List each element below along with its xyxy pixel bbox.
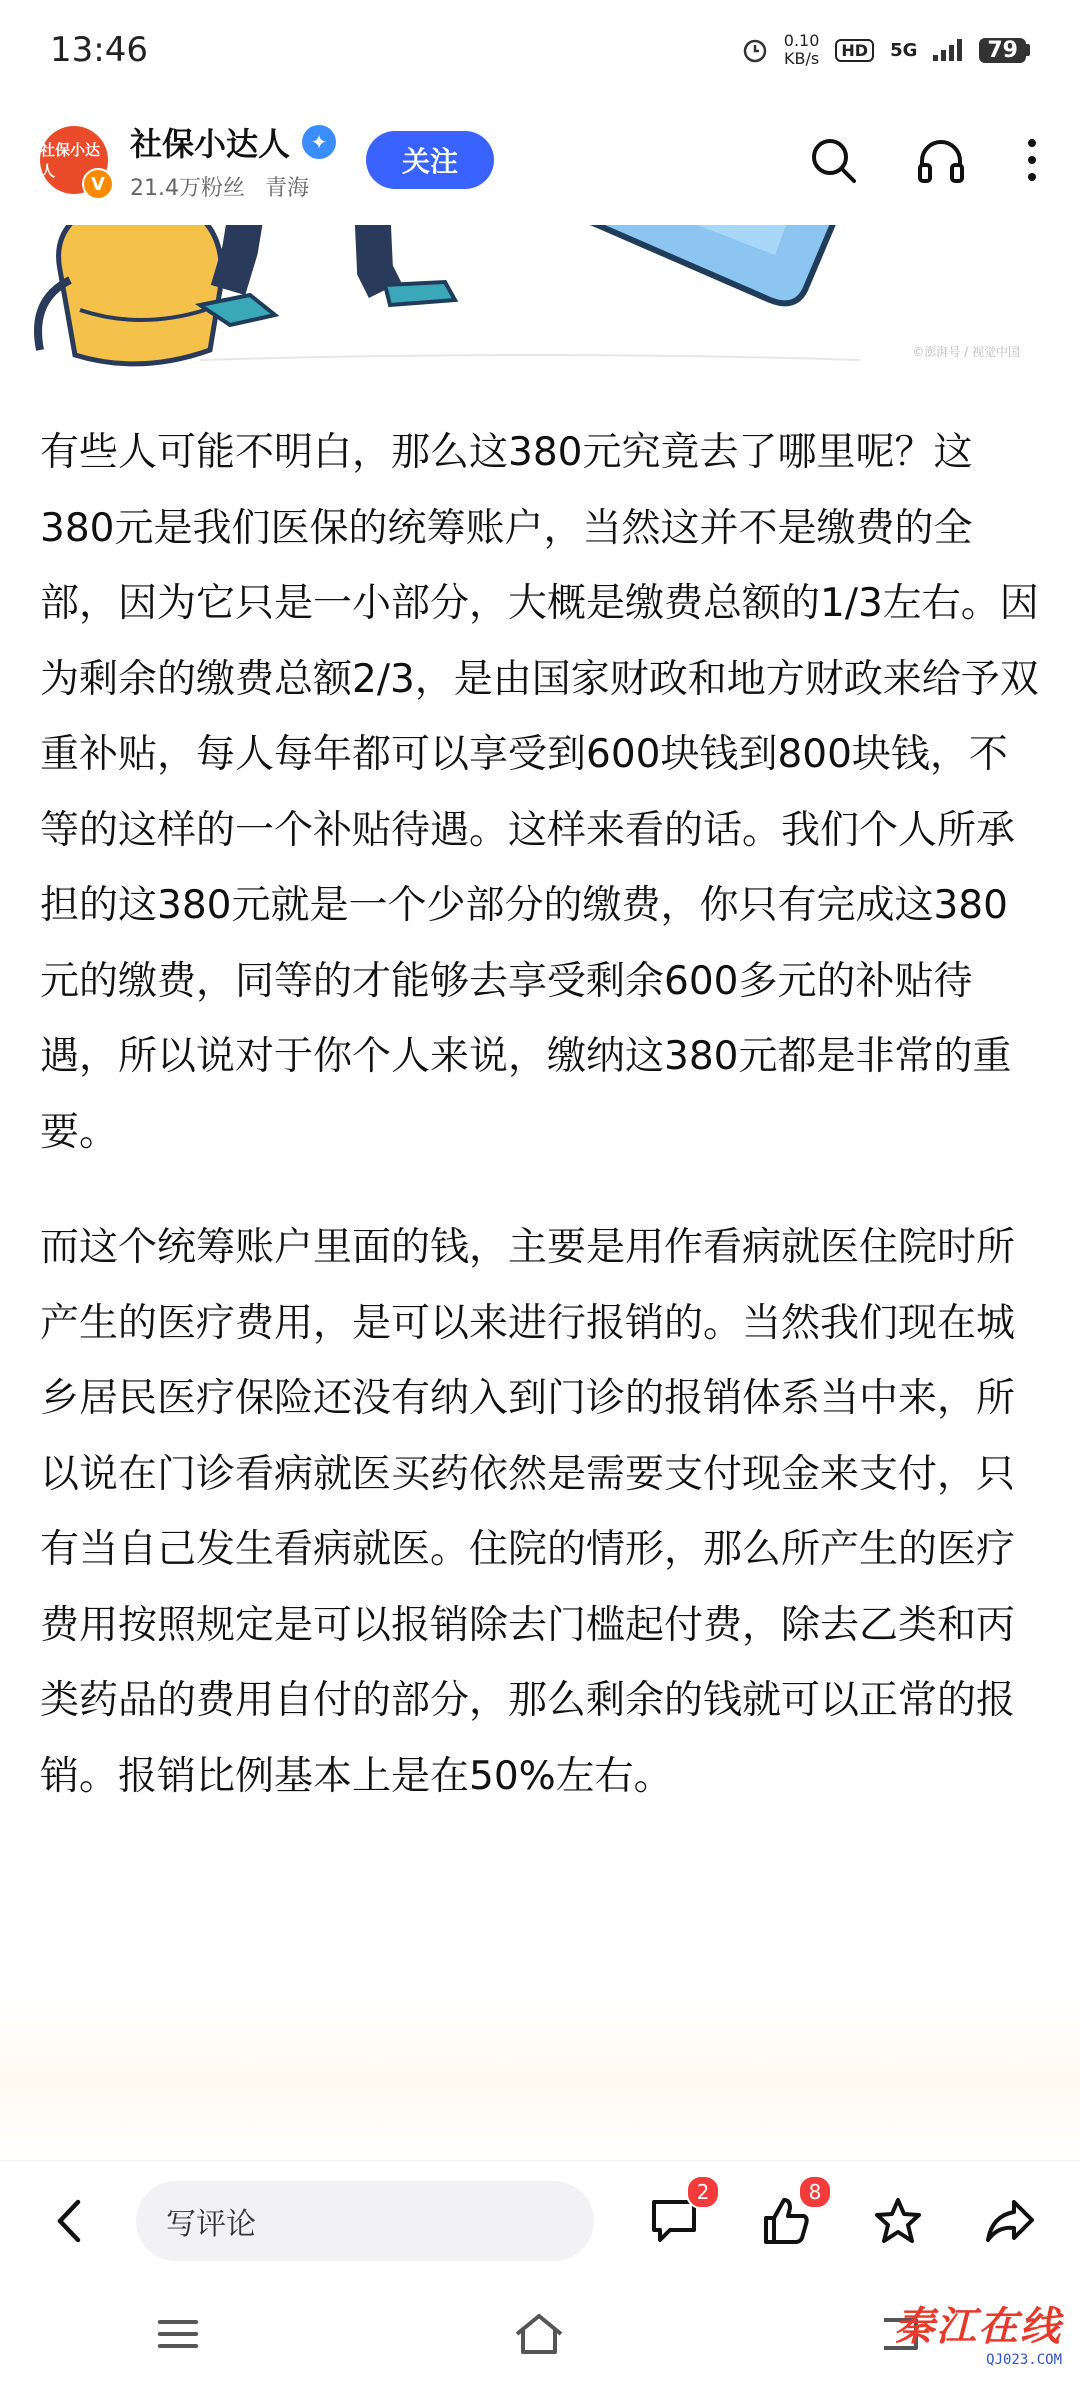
net-speed [784, 32, 820, 68]
author-bar [0, 95, 1080, 225]
top-actions [808, 135, 1040, 185]
avatar-badge: V [82, 168, 114, 200]
comment-count-badge: 2 [686, 2175, 720, 2209]
comment-input[interactable]: 写评论 [136, 2181, 594, 2261]
avatar[interactable] [40, 126, 108, 194]
like-button[interactable] [756, 2179, 822, 2251]
status-bar [0, 0, 1080, 100]
menu-icon[interactable] [156, 2316, 200, 2352]
article-paragraph: 有些人可能不明白，那么这380元究竟去了哪里呢？这380元是我们医保的统筹账户，当然这并不是缴费的全部，因为它只是一小部分，大概是缴费总额的1/3左右。因为剩余的缴费总额2/3，是由国家财政和地方财政来给予双重补贴，每人每年都可以享受到600块钱到800块钱，不等的这样的一个补贴待遇。这样来看的话。我们个人所承担的这380元就是一个少部分的缴费，你只有完成这380元的缴费，同等的才能够去享受剩余600多元的补贴待遇，所以说对于你个人来说，缴纳这380元都是非常的重要。 [40, 430, 1039, 1155]
star-icon [872, 2196, 924, 2246]
watermark [894, 2295, 1062, 2368]
author-name: 社保小达人 [130, 124, 291, 163]
search-icon[interactable] [808, 135, 858, 185]
comment-button[interactable] [644, 2179, 710, 2251]
status-time: 13:46 [50, 30, 148, 70]
network-label: 5G [890, 39, 918, 61]
net-speed-value: 0.10 [783, 31, 820, 50]
net-speed-unit: KB/s [783, 49, 820, 68]
system-nav-bar [0, 2280, 1080, 2388]
signal-icon [933, 39, 963, 61]
back-icon[interactable] [40, 2191, 100, 2251]
article-paragraph: 而这个统筹账户里面的钱，主要是用作看病就医住院时所产生的医疗费用，是可以来进行报销的。当然我们现在城乡居民医疗保险还没有纳入到门诊的报销体系当中来，所以说在门诊看病就医买药依然是需要支付现金来支付，只有当自己发生看病就医。住院的情形，那么所产生的医疗费用按照规定是可以报销除去门槛起付费，除去乙类和丙类药品的费用自付的部分，那么剩余的钱就可以正常的报销。报销比例基本上是在50%左右。 [40, 1225, 1016, 1799]
author-info[interactable] [130, 119, 336, 202]
author-fans: 21.4万粉丝 [130, 175, 245, 201]
like-count-badge: 8 [798, 2175, 832, 2209]
image-credit: ©澎湃号 / 视觉中国 [912, 345, 1020, 359]
verified-icon: ✦ [302, 125, 336, 159]
author-location: 青海 [265, 175, 310, 201]
alarm-icon [742, 37, 768, 63]
battery-icon [979, 38, 1030, 63]
headphones-icon[interactable] [916, 135, 966, 185]
more-icon[interactable] [1024, 135, 1040, 185]
article-body [40, 415, 1040, 1814]
watermark-main: 秦江在线 [894, 2304, 1062, 2350]
avatar-text: 社保小达人 [40, 141, 101, 180]
battery-level: 79 [979, 38, 1026, 63]
follow-button[interactable]: 关注 [366, 131, 494, 189]
home-icon[interactable] [513, 2312, 565, 2356]
watermark-sub: QJ023.COM [986, 2352, 1062, 2368]
favorite-button[interactable] [868, 2191, 928, 2251]
share-button[interactable] [980, 2191, 1040, 2251]
hd-badge: HD [835, 39, 874, 62]
share-icon [984, 2196, 1036, 2246]
bottom-action-bar [0, 2160, 1080, 2280]
next-content-preview [0, 2000, 1080, 2160]
status-icons [742, 32, 1030, 68]
